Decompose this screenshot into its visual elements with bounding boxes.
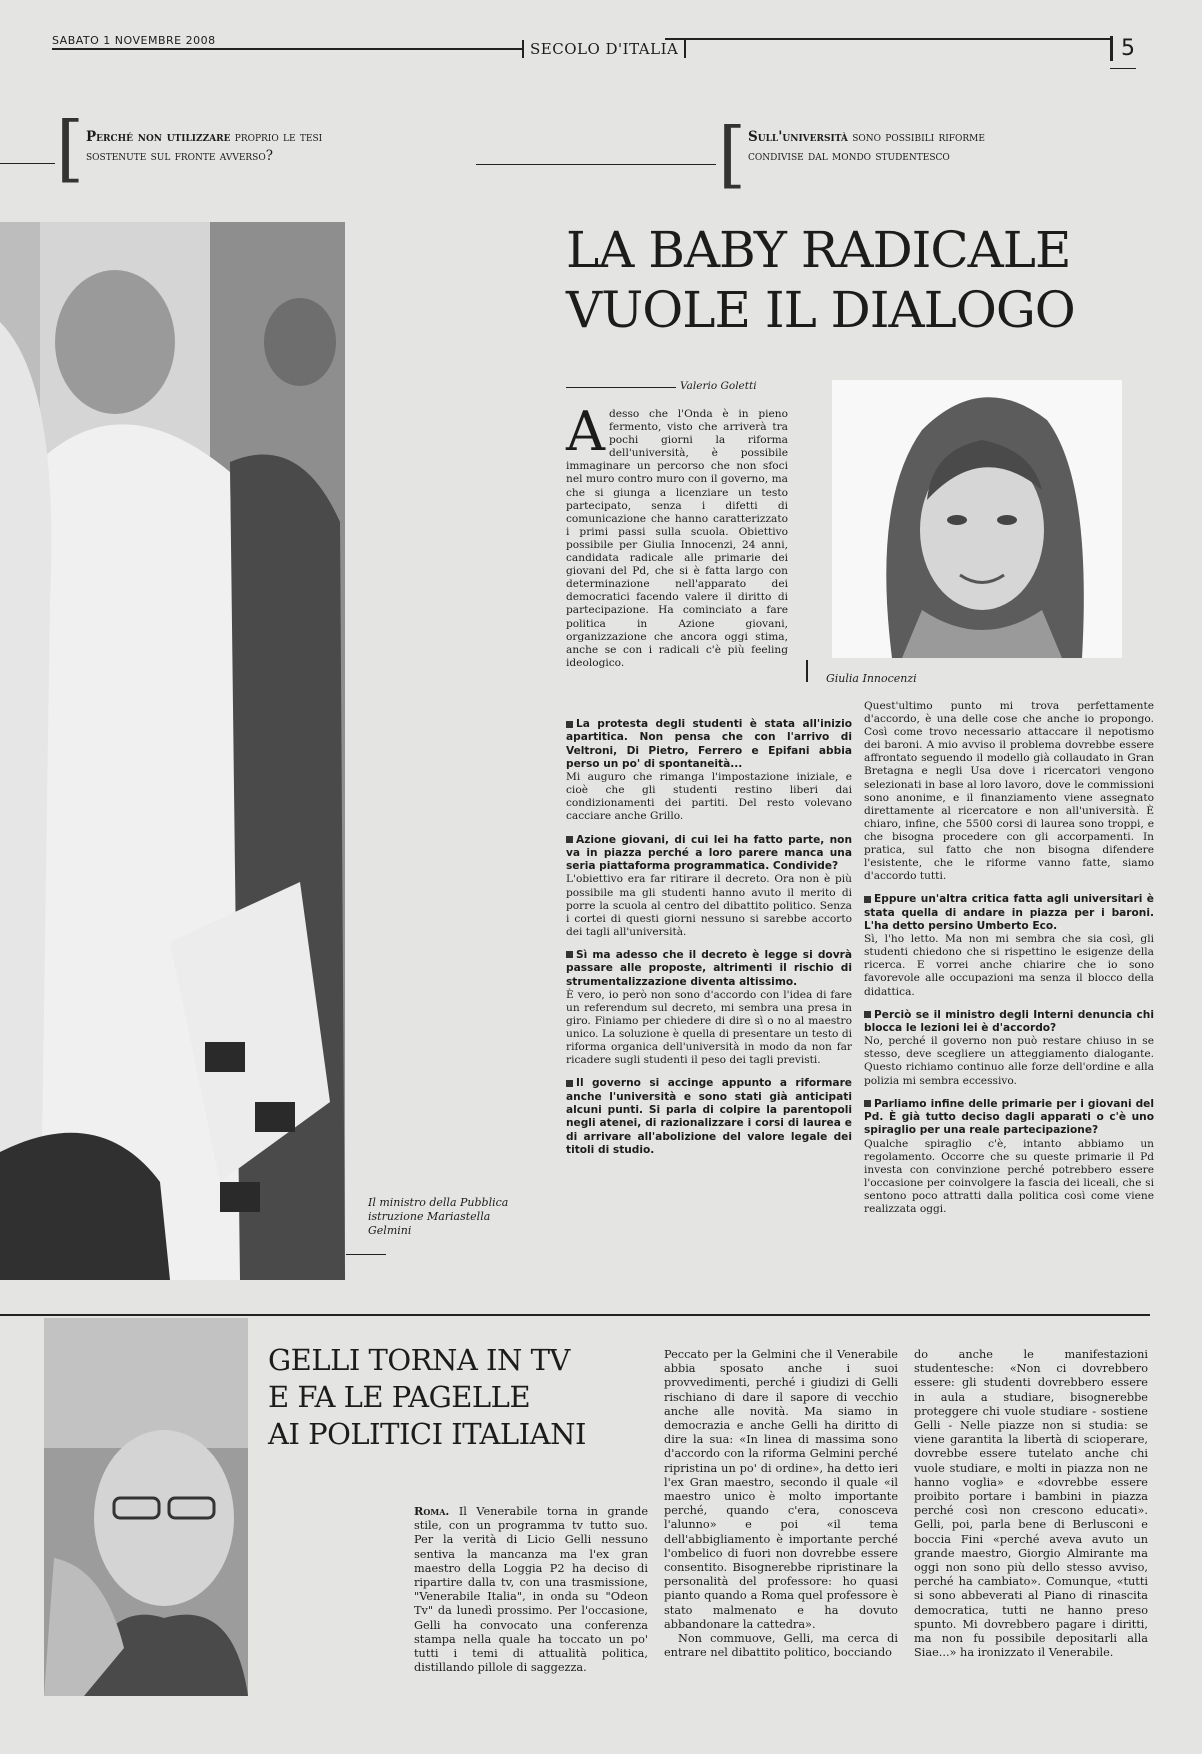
kicker-left: Perché non utilizzare proprio le tesi sostenute sul fronte avverso?: [86, 129, 323, 164]
question-marker-icon: [566, 951, 573, 958]
article1-headline: LA BABY RADICALE VUOLE IL DIALOGO: [566, 221, 1075, 339]
photo-gelmini: [0, 222, 345, 1280]
portrait-caption-rule: [806, 660, 808, 682]
question-2: Azione giovani, di cui lei ha fatto parte, non va in piazza perché a loro parere manca una seria piattaforma programmatica. Condivide?: [566, 833, 852, 873]
photo-innocenzi: [832, 380, 1122, 658]
article1-column-1: [566, 718, 852, 1157]
article2-column-2: Peccato per la Gelmini che il Venerabile abbia sposato anche i suoi provvedimenti, perché i giudizi di Gelli rischiano di dare il sapore di vecchio anche alle novità. Ma siamo in democrazia e anche Gelli ha diritto di dire la sua: «In linea di massima sono d'accordo con la riforma Gelmini perché ripristina un po' di ordine», ha detto ieri l'ex Gran maestro, secondo il quale «il maestro unico è molto importante perché, quando c'era, conosceva l'alunno» e poi «il tema dell'abbigliamento è importante perché l'ombelico di fuori non dovrebbe essere consentito. Bisognerebbe ripristinare la personalità del professore: ho quasi pianto quando a Roma quel professore è stato malmenato e ha dovuto abbandonare la cattedra». Non commuove, Gelli, ma cerca di entrare nel dibattito politico, bocciando: [664, 1348, 898, 1660]
photo-gelmini-caption: Il ministro della Pubblica istruzione Mariastella Gelmini: [368, 1196, 509, 1237]
kicker-right-bracket: [: [718, 112, 747, 196]
question-1: La protesta degli studenti è stata all'inizio apartitica. Non pensa che con l'arrivo di Veltroni, Di Pietro, Ferrero e Epifani abbia perso un po' di spontaneità...: [566, 718, 852, 770]
kicker-middle-rule: [476, 164, 716, 165]
masthead-date: SABATO 1 NOVEMBRE 2008: [52, 34, 216, 47]
page-number-rule: [1110, 68, 1136, 69]
answer-1: Mi auguro che rimanga l'impostazione iniziale, e cioè che gli studenti restino liberi dai condizionamenti dei partiti. Del resto volevano cacciare anche Grillo.: [566, 771, 852, 823]
question-marker-icon: [864, 1011, 871, 1018]
answer-6: No, perché il governo non può restare chiuso in se stesso, deve scegliere un atteggiamento dialogante. Questo richiamo continuo alle forze dell'ordine e alla polizia mi sembra eccessivo.: [864, 1035, 1154, 1087]
dateline: Roma.: [414, 1504, 450, 1518]
answer-3: È vero, io però non sono d'accordo con l'idea di fare un referendum sul decreto, mi sembra una presa in giro. Finiamo per chiedere di dire sì o no al maestro unico. La soluzione è quella di presentare un testo di riforma organica dell'università in modo da non far ricadere sugli studenti il peso dei tagli previsti.: [566, 988, 852, 1067]
masthead-rule-left: [52, 48, 522, 50]
article1-lead: Adesso che l'Onda è in pieno fermento, visto che arriverà tra pochi giorni la riforma dell'università, è possibile immaginare un percorso che non sfoci nel muro contro muro con il governo, ma che si giunga a licenziare un testo partecipato, senza i difetti di comunicazione che hanno caratterizzato i primi passi sulla scuola. Obiettivo possibile per Giulia Innocenzi, 24 anni, candidata radicale alle primarie dei giovani del Pd, che si è fatta largo con determinazione nell'apparato dei democratici facendo valere il diritto di partecipazione. Ha cominciato a fare politica in Azione giovani, organizzazione che ancora oggi stima, anche se con i radicali c'è più feeling ideologico.: [566, 400, 788, 669]
byline-rule: [566, 387, 676, 388]
article1-column-2: [864, 700, 1154, 1216]
masthead-paper-name: SECOLO D'ITALIA: [522, 40, 686, 58]
answer-4: Quest'ultimo punto mi trova perfettamente d'accordo, è una delle cose che anche io propongo. Così come trovo necessario attaccare il nepotismo dei baroni. A mio avviso il problema dovrebbe essere affrontato seguendo il modello già collaudato in Gran Bretagna e negli Usa dove i ricercatori vengono selezionati in base al loro lavoro, dove le commissioni sono anonime, e il finanziamento viene assegnato direttamente al ricercatore e non all'università. È chiaro, infine, che 5500 corsi di laurea sono troppi, e che bisogna procedere con gli accorpamenti. In pratica, sul fatto che non bisogna difendere l'esistente, che le riforme vanno fatte, siamo d'accordo tutti.: [864, 700, 1154, 883]
answer-2: L'obiettivo era far ritirare il decreto. Ora non è più possibile ma gli studenti hanno avuto il merito di porre la scuola al centro del dibattito politico. Senza i cortei di questi giorni nessuno si sarebbe accorto dei tagli all'università.: [566, 873, 852, 938]
dropcap: A: [566, 400, 605, 463]
answer-5: Sì, l'ho letto. Ma non mi sembra che sia così, gli studenti chiedono che si rispettino le esigenze della ricerca. E vorrei anche chiarire che io sono favorevole alle occupazioni ma senza il blocco della didattica.: [864, 933, 1154, 998]
caption-rule: [346, 1254, 386, 1255]
page-number: 5: [1110, 36, 1143, 61]
article2-column-3: do anche le manifestazioni studentesche: «Non ci dovrebbero essere: gli studenti dovrebbero essere in aula a studiare, bisognerebbe proteggere chi vuole studiare - sostiene Gelli - Nelle piazze non si studia: se viene garantita la libertà di scioperare, dovrebbe essere tutelato anche chi vuole studiare, e molti in piazza non ne hanno voglia» e «dovrebbe essere proibito portare i bambini in piazza perché così non crescono educati». Gelli, poi, parla bene di Berlusconi e boccia Fini «perché aveva avuto un grande maestro, Giorgio Almirante ma oggi non sono più dello stesso avviso, perché ha cambiato». Comunque, «tutti si sono abbeverati al Piano di rinascita democratica, tutti ne hanno preso spunto. Mi dovrebbero pagare i diritti, ma non fu possibile depositarli alla Siae...» ha ironizzato il Venerabile.: [914, 1348, 1148, 1660]
photo-gelmini-shapes: [0, 222, 345, 1280]
section-divider: [0, 1314, 1150, 1316]
article2-headline: GELLI TORNA IN TV E FA LE PAGELLE AI POLITICI ITALIANI: [268, 1343, 586, 1451]
question-marker-icon: [566, 1080, 573, 1087]
question-3: Sì ma adesso che il decreto è legge si dovrà passare alle proposte, altrimenti il rischio di strumentalizzazione diventa altissimo.: [566, 948, 852, 988]
kicker-left-rule: [0, 163, 55, 164]
question-marker-icon: [566, 721, 573, 728]
question-6: Perciò se il ministro degli Interni denuncia chi blocca le lezioni lei è d'accordo?: [864, 1008, 1154, 1034]
question-4: Il governo si accinge appunto a riformare anche l'università e sono stati già anticipati alcuni punti. Si parla di colpire la parentopoli negli atenei, di razionalizzare i corsi di laurea e di arrivare all'abolizione del valore legale dei titoli di studio.: [566, 1077, 852, 1156]
article2-column-1: Roma. Il Venerabile torna in grande stile, con un programma tv tutto suo. Per la verità di Licio Gelli nessuno sentiva la mancanza ma l'ex gran maestro della Loggia P2 ha deciso di ripartire dalla tv, con una trasmissione, "Venerabile Italia", in onda su "Odeon Tv" da lunedì prossimo. Per l'occasione, Gelli ha convocato una conferenza stampa nella quale ha toccato un po' tutti i temi di attualità politica, distillando pillole di saggezza.: [414, 1504, 649, 1675]
kicker-right: Sull'università sono possibili riforme condivise dal mondo studentesco: [748, 129, 985, 164]
photo-innocenzi-shapes: [832, 380, 1122, 658]
question-7: Parliamo infine delle primarie per i giovani del Pd. È già tutto deciso dagli apparati o c'è uno spiraglio per una reale partecipazione?: [864, 1097, 1154, 1137]
question-5: Eppure un'altra critica fatta agli universitari è stata quella di andare in piazza per i baroni. L'ha detto persino Umberto Eco.: [864, 893, 1154, 932]
kicker-left-bracket: [: [56, 106, 85, 190]
photo-innocenzi-caption: Giulia Innocenzi: [826, 672, 917, 685]
byline: Valerio Goletti: [680, 380, 757, 392]
question-marker-icon: [864, 1100, 871, 1107]
question-marker-icon: [864, 896, 871, 903]
photo-gelli: [44, 1318, 248, 1696]
masthead-rule-right: [665, 38, 1110, 40]
answer-7: Qualche spiraglio c'è, intanto abbiamo un regolamento. Occorre che su queste primarie il Pd investa con convinzione perché potrebbero essere l'occasione per coinvolgere la fascia dei liceali, che si sentono poco attratti dalla politica così come viene realizzata oggi.: [864, 1137, 1154, 1215]
question-marker-icon: [566, 836, 573, 843]
photo-gelli-shapes: [44, 1318, 248, 1696]
